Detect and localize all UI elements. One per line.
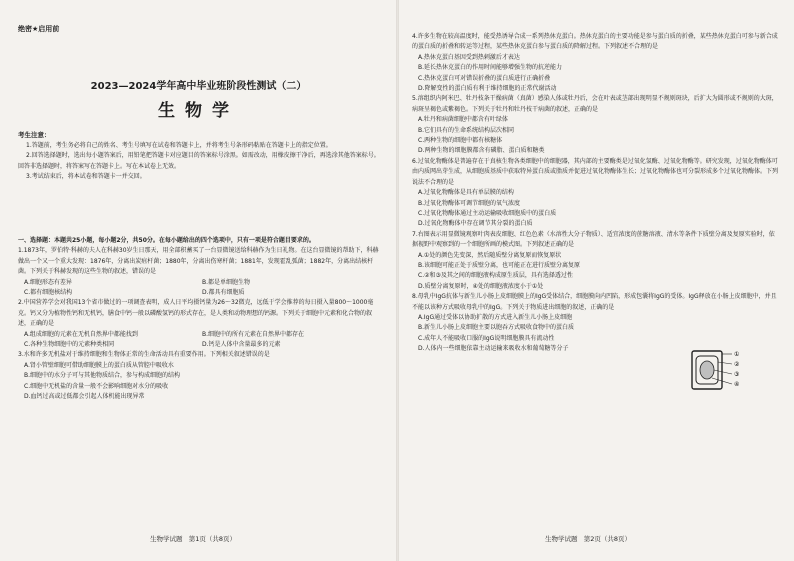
notice-item: 2.回答选择题时，选出每小题答案后，用铅笔把答题卡对应题目的答案标号涂黑。如需改动，用橡皮擦干净后，再选涂其他答案标号。回答非选择题时，将答案写在答题卡上。写在本试卷上无效。 (18, 152, 380, 170)
option-item[interactable]: D.人体内一些细胞依靠主动运输来吸收水和葡萄糖等分子 (418, 345, 569, 353)
option-item[interactable]: C.成年人不能吸收口服的IgG说明细胞膜具有流动性 (418, 334, 555, 342)
question-stem: 4.许多生物在较高温度时，能受热诱导合成一系列热休克蛋白。热休克蛋白的主要功能是参与蛋白质的折叠，某些热休克蛋白可参与新合成的蛋白质的折叠和转运等过程，某些热休克蛋白参与蛋白质的降解过程。下列叙述不合理的是 (412, 33, 778, 51)
footer-right (545, 534, 631, 543)
left-questions (18, 236, 380, 403)
option-item[interactable]: A.细胞形态有差异 (24, 278, 72, 286)
option-item[interactable]: B.都是单细胞生物 (202, 278, 251, 286)
question-stem: 1.1873年，罗伯特·科赫的夫人在科赫30岁生日那天，用全部积蓄买了一台显微镜送给科赫作为生日礼物。在这台显微镜的帮助下，科赫做出一个又一个重大发现：1876年，分离出炭疽杆菌；1880年，分离出伤寒杆菌；1881年，发现霍乱弧菌；1882年，分离出结核杆菌。下列关于科赫发现的这些生物的叙述，错误的是 (18, 247, 379, 276)
footer-subject: 生物学试题 (150, 535, 183, 543)
option-item[interactable]: B.新生儿小肠上皮细胞主要以胞吞方式吸收食物中的蛋白质 (418, 324, 575, 332)
option-item[interactable]: C.细胞中无机盐的含量一般不会影响细胞对水分的吸收 (24, 382, 169, 390)
option-item[interactable]: B.细胞中的水分子可与其他物质结合，参与构成细胞的结构 (24, 372, 181, 380)
option-item[interactable]: B.过氧化物酶体可调节细胞的氧气浓度 (418, 199, 521, 207)
option-item[interactable]: A.①处的颜色先变深，然后随质壁分离复原而恢复原状 (418, 251, 562, 259)
option-item[interactable]: A.过氧化物酶体是具有单层膜的结构 (418, 189, 514, 197)
question-stem: 3.水和许多无机盐对于维持细胞和生物体正常的生命活动具有重要作用。下列相关叙述错误的是 (18, 351, 270, 359)
cell-diagram (688, 345, 746, 395)
footer-page: 第1页（共8页） (188, 535, 236, 543)
option-item[interactable]: C.都有细胞核结构 (24, 289, 73, 297)
option-item[interactable]: B.它们具有的生命系统结构层次相同 (418, 126, 515, 134)
option-item[interactable]: D.降解变性的蛋白质有利于维持细胞的正常代谢活动 (418, 85, 557, 93)
exam-title: 2023—2024学年高中毕业班阶段性测试（二） (90, 81, 307, 92)
notice-item: 1.答题前，考生务必将自己的姓名、考生号填写在试卷和答题卡上，并将考生号条形码粘贴在答题卡上的指定位置。 (26, 141, 332, 149)
footer-left (150, 534, 236, 543)
options-grid (18, 278, 380, 299)
options-grid (18, 330, 380, 351)
figure-label: ④ (734, 381, 740, 388)
question-stem: 8.母乳中IgG抗体与新生儿小肠上皮细胞膜上的IgG受体结合，细胞膜向内凹陷，形成包囊将IgG的受体。IgG释放在小肠上皮细胞中，并且不能以该种方式吸收母乳中的IgG。下列关于物质进出细胞的叙述，正确的是 (412, 293, 777, 311)
option-item[interactable]: D.血钙过高或过低都会引起人体机能出现异常 (24, 393, 145, 401)
question-stem: 2.中国营养学会对我国13个省市做过的一项调查表明，成人日平均摄钙量为26～32微克，远低于学会推荐的每日摄入量800～1000毫克。钙又分为植物性钙和无机钙，膳食中钙一般以磷酸氢钙的形式存在，是人类和动物理想的钙源。下列关于细胞中元素和化合物的叙述，正确的是 (18, 299, 374, 328)
figure-label: ① (734, 351, 740, 358)
option-item[interactable]: B.细胞中的所有元素在自然界中都存在 (202, 330, 305, 338)
footer-page: 第2页（共8页） (583, 535, 631, 543)
option-item[interactable]: C.热休克蛋白可对错误折叠的蛋白质进行正确折叠 (418, 74, 551, 82)
option-item[interactable]: C.②和③及其之间的细胞液构成原生质层，具有选择透过性 (418, 272, 573, 280)
subject-title: 生物学 (158, 101, 239, 121)
section-heading: 一、选择题：本题共25小题，每小题2分，共50分。在每小题给出的四个选项中，只有一项是符合题目要求的。 (18, 237, 315, 244)
option-item[interactable]: A.组成细胞的元素在无机自然界中都能找到 (24, 330, 138, 338)
right-questions (412, 32, 778, 355)
option-item[interactable]: A.热休克蛋白基因受到热刺激后才表达 (418, 53, 520, 61)
option-item[interactable]: D.钙是人体中含量最多的元素 (202, 341, 281, 349)
figure-label: ② (734, 361, 740, 368)
option-item[interactable]: B.延长热休克蛋白的作用时间能够增强生物的抗逆能力 (418, 64, 563, 72)
notice-block (18, 130, 380, 183)
figure-label: ③ (734, 371, 740, 378)
notice-item: 3.考试结束后，将本试卷和答题卡一并交回。 (26, 173, 146, 180)
notice-heading: 考生注意： (18, 131, 51, 139)
secret-mark: 绝密★启用前 (18, 25, 60, 33)
question-stem: 5.溶组织内阿米巴、牡丹枝条干燥病菌（真菌）感染人体或牡丹后，会在叶表或茎部出现明显不规则斑块，后扩大为圆形或不规则的大斑，病斑呈褐色或紫褐色。下列关于牡丹和牡丹枝干病菌的叙述，正确的是 (412, 95, 778, 113)
question-stem: 6.过氧化物酶体是普遍存在于真核生物各类细胞中的细胞器，其内部的主要酶类是过氧化氢酶、过氧化物酶等。研究发现，过氧化物酶体可由内质网出芽生成，从细胞质基质中获取特异蛋白质或脂质并促进过氧化物酶体生长；过氧化物酶体也可分裂形成多个过氧化物酶体。下列说法不合理的是 (412, 157, 779, 186)
option-item[interactable]: D.两种生物的细胞膜都含有磷脂、蛋白质和糖类 (418, 147, 545, 155)
option-item[interactable]: C.两种生物的细胞中都有核糖体 (418, 137, 503, 145)
option-item[interactable]: D.质壁分离复原时，④处的细胞液浓度小于①处 (418, 282, 544, 290)
option-item[interactable]: A.牡丹和病菌细胞中都含有叶绿体 (418, 116, 508, 124)
option-item[interactable]: A.IgG通过受体以协助扩散的方式进入新生儿小肠上皮细胞 (418, 313, 573, 321)
question-stem: 7.右图表示用显微镜观察叶肉表皮细胞、红色色素（水溶性大分子物质）、适宜浓度的蔗糖溶液、清水等条件下质壁分离及复原实验时，依据视野中观察到的一个细胞所画的模式图。下列叙述正确的是 (412, 230, 775, 249)
option-item[interactable]: C.各种生物细胞中的元素种类相同 (24, 341, 115, 349)
option-item[interactable]: D.都具有细胞质 (202, 289, 245, 297)
option-item[interactable]: D.过氧化物酶体中存在调节其分裂的蛋白质 (418, 220, 533, 228)
option-item[interactable]: B.该细胞可能正处于质壁分离，也可能正在进行质壁分离复原 (418, 261, 581, 269)
option-item[interactable]: A.肾小管壁细胞可借助细胞膜上的蛋白质从管腔中吸收水 (24, 361, 174, 369)
footer-subject: 生物学试题 (545, 535, 578, 543)
option-item[interactable]: C.过氧化物酶体通过主动运输吸收细胞质中的蛋白质 (418, 209, 557, 217)
